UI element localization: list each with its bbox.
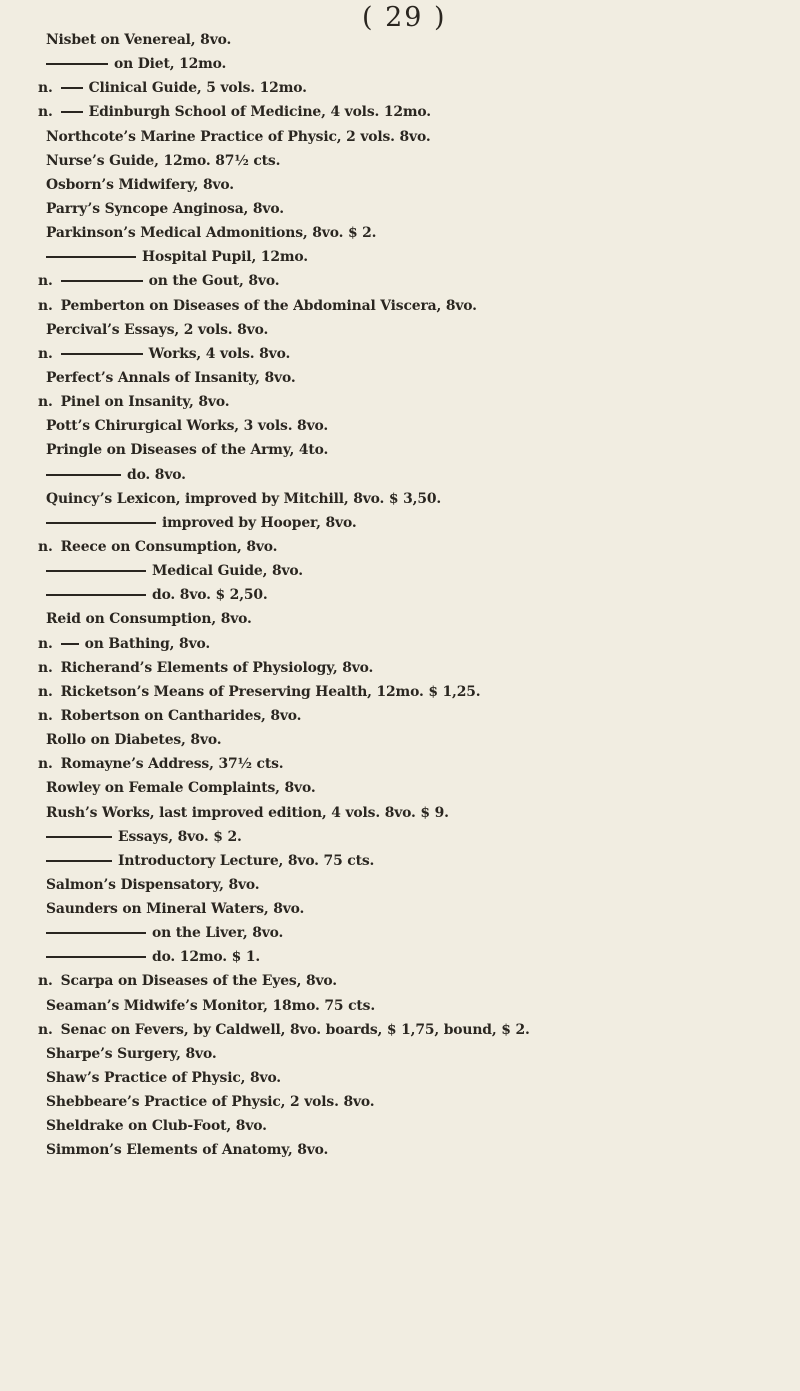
entry-text: Sharpe’s Surgery, 8vo.	[46, 1045, 217, 1062]
entry-text: Perfect’s Annals of Insanity, 8vo.	[46, 369, 296, 386]
entry-text: Edinburgh School of Medicine, 4 vols. 12mo.	[88, 104, 431, 121]
entry-text: Rowley on Female Complaints, 8vo.	[46, 780, 316, 797]
entry-text: Sheldrake on Club-Foot, 8vo.	[46, 1118, 267, 1135]
list-item	[0, 1138, 800, 1162]
list-item	[0, 728, 800, 752]
entry-text: on the Liver, 8vo.	[152, 925, 284, 942]
list-item	[0, 197, 800, 221]
list-item	[0, 366, 800, 390]
list-item	[0, 535, 800, 559]
new-edition-marker: n.	[38, 707, 53, 724]
entry-text: Robertson on Cantharides, 8vo.	[60, 707, 302, 724]
list-item	[0, 511, 800, 535]
list-item	[0, 873, 800, 897]
list-item	[0, 1114, 800, 1138]
entry-text: do. 8vo. $ 2,50.	[152, 587, 268, 604]
entry-text: Pemberton on Diseases of the Abdominal Viscera, 8vo.	[60, 297, 477, 314]
list-item	[0, 1090, 800, 1114]
entry-text: Quincy’s Lexicon, improved by Mitchill, 8vo. $ 3,50.	[46, 490, 442, 507]
entry-text: Senac on Fevers, by Caldwell, 8vo. boards, $ 1,75, bound, $ 2.	[60, 1021, 530, 1038]
book-list	[0, 28, 800, 1163]
entry-text: Introductory Lecture, 8vo. 75 cts.	[118, 852, 375, 869]
list-item	[0, 173, 800, 197]
list-item	[0, 849, 800, 873]
list-item	[0, 945, 800, 969]
entry-text: on Diet, 12mo.	[114, 56, 227, 73]
entry-text: Osborn’s Midwifery, 8vo.	[46, 176, 234, 193]
entry-text: Scarpa on Diseases of the Eyes, 8vo.	[60, 973, 337, 990]
entry-text: do. 8vo.	[127, 466, 186, 483]
entry-text: Reid on Consumption, 8vo.	[46, 611, 252, 628]
entry-text: Shebbeare’s Practice of Physic, 2 vols. 8vo.	[46, 1094, 375, 1111]
list-item	[0, 390, 800, 414]
list-item	[0, 438, 800, 462]
entry-text: Pott’s Chirurgical Works, 3 vols. 8vo.	[46, 418, 329, 435]
new-edition-marker: n.	[38, 394, 53, 411]
ditto-rule	[61, 87, 83, 89]
list-item	[0, 776, 800, 800]
list-item	[0, 825, 800, 849]
list-item	[0, 245, 800, 269]
list-item	[0, 1042, 800, 1066]
entry-text: Richerand’s Elements of Physiology, 8vo.	[60, 659, 374, 676]
ditto-rule	[46, 256, 136, 258]
list-item	[0, 269, 800, 293]
list-item	[0, 704, 800, 728]
ditto-rule	[61, 643, 79, 645]
list-item	[0, 1066, 800, 1090]
list-item	[0, 52, 800, 76]
new-edition-marker: n.	[38, 659, 53, 676]
new-edition-marker: n.	[38, 273, 53, 290]
ditto-rule	[46, 860, 112, 862]
list-item	[0, 921, 800, 945]
entry-text: Clinical Guide, 5 vols. 12mo.	[88, 80, 307, 97]
ditto-rule	[61, 111, 83, 113]
entry-text: Parkinson’s Medical Admonitions, 8vo. $ 2.	[46, 225, 377, 242]
entry-text: do. 12mo. $ 1.	[152, 949, 261, 966]
list-item	[0, 100, 800, 124]
entry-text: Parry’s Syncope Anginosa, 8vo.	[46, 200, 284, 217]
new-edition-marker: n.	[38, 297, 53, 314]
entry-text: on the Gout, 8vo.	[148, 273, 280, 290]
entry-text: Nisbet on Venereal, 8vo.	[46, 32, 232, 48]
entry-text: Percival’s Essays, 2 vols. 8vo.	[46, 321, 269, 338]
entry-text: Nurse’s Guide, 12mo. 87½ cts.	[46, 152, 281, 169]
entry-text: Essays, 8vo. $ 2.	[118, 828, 242, 845]
new-edition-marker: n.	[38, 635, 53, 652]
list-item	[0, 752, 800, 776]
list-item	[0, 125, 800, 149]
entry-text: Saunders on Mineral Waters, 8vo.	[46, 901, 305, 918]
list-item	[0, 632, 800, 656]
list-item	[0, 994, 800, 1018]
entry-text: Simmon’s Elements of Anatomy, 8vo.	[46, 1142, 329, 1159]
new-edition-marker: n.	[38, 345, 53, 362]
list-item	[0, 463, 800, 487]
entry-text: Romayne’s Address, 37½ cts.	[60, 756, 284, 773]
entry-text: Shaw’s Practice of Physic, 8vo.	[46, 1070, 281, 1087]
new-edition-marker: n.	[38, 104, 53, 121]
list-item	[0, 969, 800, 993]
entry-text: Reece on Consumption, 8vo.	[60, 538, 278, 555]
list-item	[0, 342, 800, 366]
entry-text: Salmon’s Dispensatory, 8vo.	[46, 876, 260, 893]
list-item	[0, 294, 800, 318]
list-item	[0, 801, 800, 825]
ditto-rule	[46, 836, 112, 838]
new-edition-marker: n.	[38, 756, 53, 773]
list-item	[0, 487, 800, 511]
list-item	[0, 680, 800, 704]
list-item	[0, 656, 800, 680]
new-edition-marker: n.	[38, 538, 53, 555]
new-edition-marker: n.	[38, 1021, 53, 1038]
ditto-rule	[46, 474, 121, 476]
ditto-rule	[61, 353, 143, 355]
new-edition-marker: n.	[38, 80, 53, 97]
list-item	[0, 559, 800, 583]
entry-text: Northcote’s Marine Practice of Physic, 2 vols. 8vo.	[46, 128, 431, 145]
entry-text: Hospital Pupil, 12mo.	[142, 249, 308, 266]
list-item	[0, 318, 800, 342]
new-edition-marker: n.	[38, 973, 53, 990]
entry-text: on Bathing, 8vo.	[84, 635, 211, 652]
ditto-rule	[46, 63, 108, 65]
entry-text: Rollo on Diabetes, 8vo.	[46, 732, 222, 749]
entry-text: Ricketson’s Means of Preserving Health, 12mo. $ 1,25.	[60, 683, 481, 700]
entry-text: Pringle on Diseases of the Army, 4to.	[46, 442, 329, 459]
list-item	[0, 607, 800, 631]
list-item	[0, 221, 800, 245]
ditto-rule	[46, 956, 146, 958]
list-item	[0, 897, 800, 921]
list-item	[0, 76, 800, 100]
ditto-rule	[46, 594, 146, 596]
list-item	[0, 28, 800, 52]
page-number: ( 29 )	[362, 2, 447, 33]
list-item	[0, 583, 800, 607]
ditto-rule	[61, 280, 143, 282]
ditto-rule	[46, 522, 156, 524]
list-item	[0, 149, 800, 173]
list-item	[0, 1018, 800, 1042]
entry-text: Seaman’s Midwife’s Monitor, 18mo. 75 cts.	[46, 997, 376, 1014]
entry-text: Rush’s Works, last improved edition, 4 vols. 8vo. $ 9.	[46, 804, 449, 821]
entry-text: Medical Guide, 8vo.	[152, 563, 303, 580]
entry-text: Works, 4 vols. 8vo.	[148, 345, 291, 362]
entry-text: Pinel on Insanity, 8vo.	[60, 394, 230, 411]
list-item	[0, 414, 800, 438]
ditto-rule	[46, 570, 146, 572]
new-edition-marker: n.	[38, 683, 53, 700]
entry-text: improved by Hooper, 8vo.	[162, 514, 357, 531]
ditto-rule	[46, 932, 146, 934]
